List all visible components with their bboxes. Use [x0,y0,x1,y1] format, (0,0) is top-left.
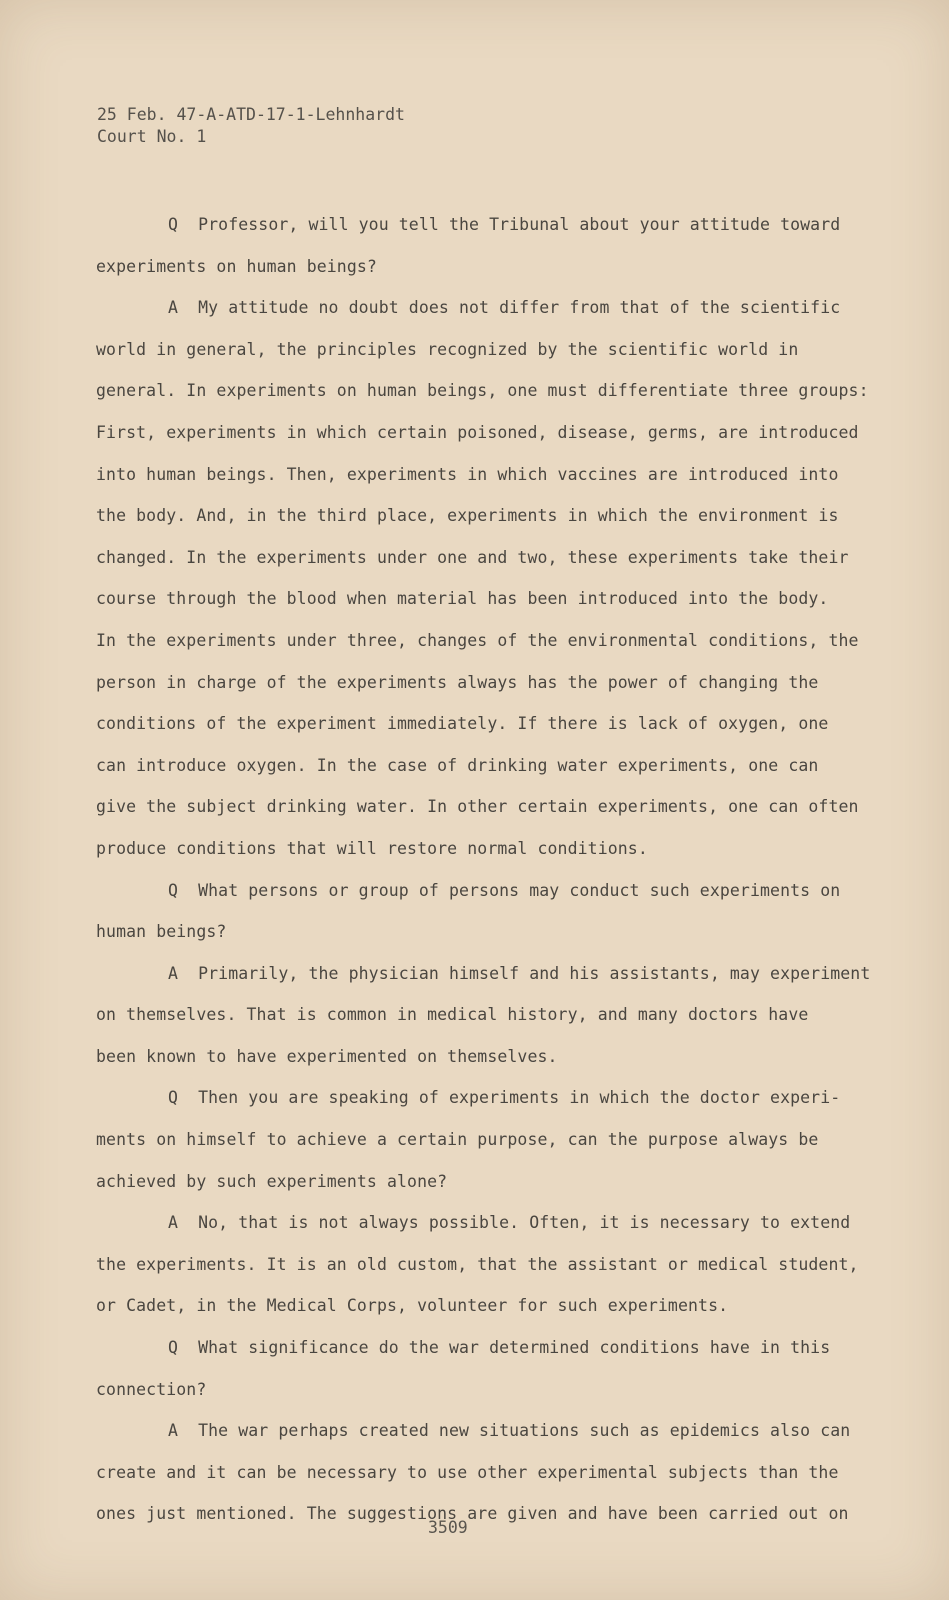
transcript-line: Q Professor, will you tell the Tribunal about your attitude toward [168,215,841,234]
transcript-line: A No, that is not always possible. Often, it is necessary to extend [168,1213,851,1233]
transcript-line: into human beings. Then, experiments in which vaccines are introduced into [96,464,839,484]
document-header [97,104,405,148]
transcript-line: course through the blood when material has been introduced into the body. [96,589,829,609]
transcript-line: changed. In the experiments under one and two, these experiments take their [96,547,849,567]
transcript-line: experiments on human beings? [96,256,377,276]
transcript-line: world in general, the principles recognized by the scientific world in [96,339,799,359]
transcript-line: person in charge of the experiments always has the power of changing the [96,672,819,692]
transcript-line: A Primarily, the physician himself and his assistants, may experiment [168,963,871,983]
transcript-line: Q Then you are speaking of experiments in which the doctor experi- [168,1088,841,1108]
page-number: 3509 [428,1518,468,1537]
transcript-line: connection? [96,1379,207,1399]
transcript-line: Q What persons or group of persons may conduct such experiments on [168,880,841,900]
transcript-line: In the experiments under three, changes of the environmental conditions, the [96,630,859,650]
transcript-line: on themselves. That is common in medical history, and many doctors have [96,1005,809,1025]
transcript-line: the experiments. It is an old custom, that the assistant or medical student, [96,1254,859,1274]
transcript-line: produce conditions that will restore normal conditions. [96,838,648,858]
header-date-reference: 25 Feb. 47-A-ATD-17-1-Lehnhardt [97,105,405,124]
transcript-line: can introduce oxygen. In the case of drinking water experiments, one can [96,755,819,775]
transcript-line: Q What significance do the war determined conditions have in this [168,1338,831,1358]
transcript-line: ments on himself to achieve a certain purpose, can the purpose always be [96,1130,819,1150]
transcript-line: general. In experiments on human beings, one must differentiate three groups: [96,381,869,401]
header-court-number: Court No. 1 [97,127,207,146]
transcript-line: A The war perhaps created new situations such as epidemics also can [168,1421,851,1441]
transcript-body [96,204,886,1535]
transcript-line: human beings? [96,922,227,942]
transcript-line: the body. And, in the third place, experiments in which the environment is [96,506,839,526]
transcript-line: First, experiments in which certain poisoned, disease, germs, are introduced [96,422,859,442]
transcript-line: achieved by such experiments alone? [96,1171,448,1191]
transcript-line: conditions of the experiment immediately. If there is lack of oxygen, one [96,714,829,734]
transcript-line: been known to have experimented on themselves. [96,1046,558,1066]
transcript-line: give the subject drinking water. In other certain experiments, one can often [96,797,859,817]
transcript-line: ones just mentioned. The suggestions are given and have been carried out on [96,1504,849,1524]
transcript-line: or Cadet, in the Medical Corps, volunteer for such experiments. [96,1296,729,1316]
transcript-line: create and it can be necessary to use other experimental subjects than the [96,1462,839,1482]
transcript-line: A My attitude no doubt does not differ from that of the scientific [168,298,841,318]
